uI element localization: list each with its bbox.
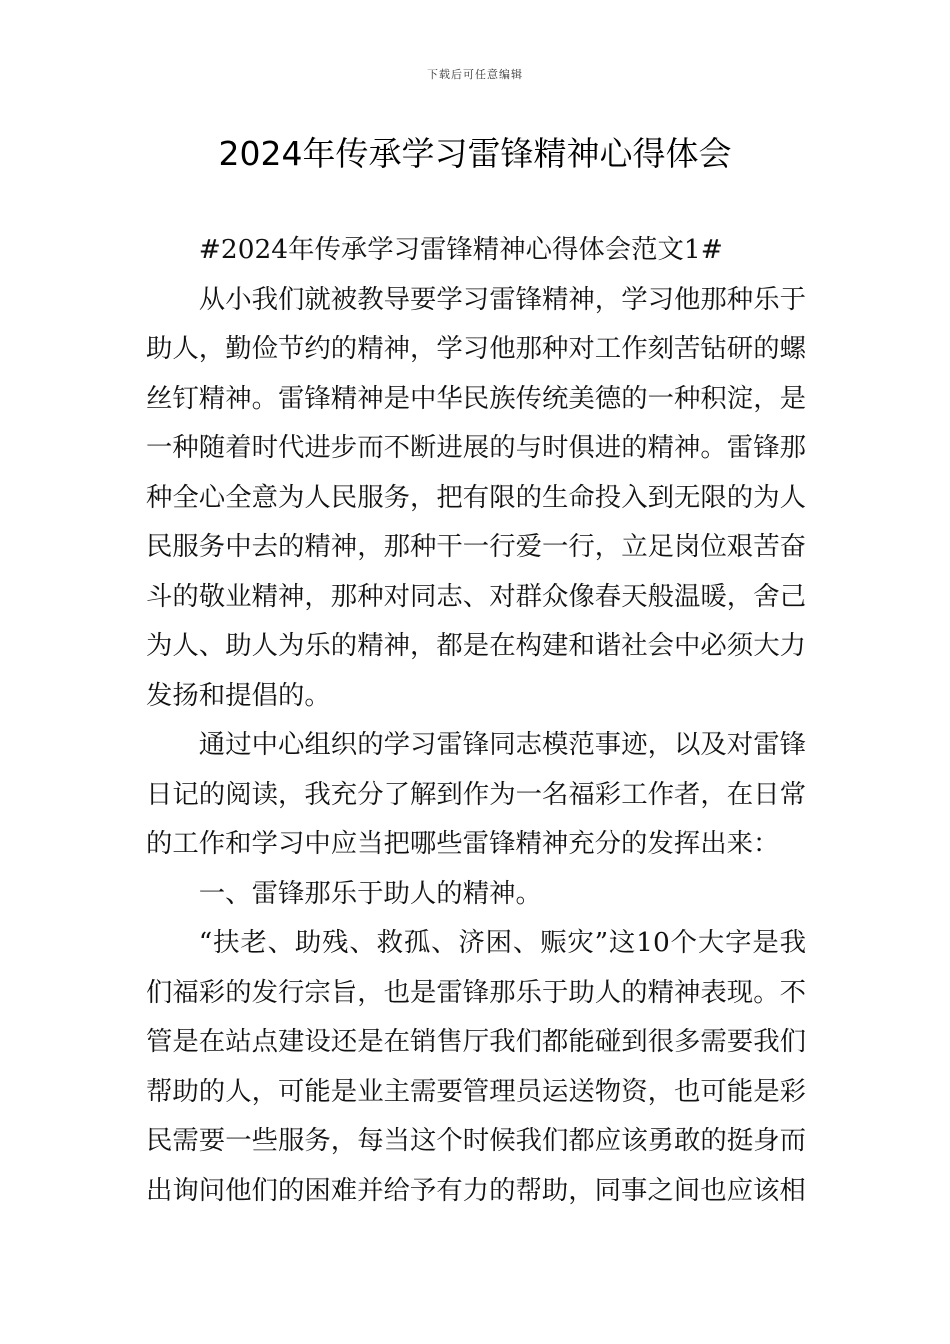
paragraph: 通过中心组织的学习雷锋同志模范事迹，以及对雷锋日记的阅读，我充分了解到作为一名福彩工作者，在日常的工作和学习中应当把哪些雷锋精神充分的发挥出来： [146,729,806,859]
paragraph-subtitle: #2024年传承学习雷锋精神心得体会范文1# [198,234,723,265]
paragraph: 从小我们就被教导要学习雷锋精神，学习他那种乐于助人，勤俭节约的精神，学习他那种对工作刻苦钻研的螺丝钉精神。雷锋精神是中华民族传统美德的一种积淀，是一种随着时代进步而不断进展的与时俱进的精神。雷锋那种全心全意为人民服务，把有限的生命投入到无限的为人民服务中去的精神，那种干一行爱一行，立足岗位艰苦奋斗的敬业精神，那种对同志、对群众像春天般温暖，舍己为人、助人为乐的精神，都是在构建和谐社会中必须大力发扬和提倡的。 [146,283,806,711]
document-title: 2024年传承学习雷锋精神心得体会 [218,134,732,173]
document-body [146,225,806,1215]
section-heading: 一、雷锋那乐于助人的精神。 [198,877,542,909]
paragraph: “扶老、助残、救孤、济困、赈灾”这10个大字是我们福彩的发行宗旨，也是雷锋那乐于助人的精神表现。不管是在站点建设还是在销售厅我们都能碰到很多需要我们帮助的人，可能是业主需要管理员运送物资，也可能是彩民需要一些服务，每当这个时候我们都应该勇敢的挺身而出询问他们的困难并给予有力的帮助，同事之间也应该相 [146,927,806,1206]
header-note: 下载后可任意编辑 [427,68,523,81]
